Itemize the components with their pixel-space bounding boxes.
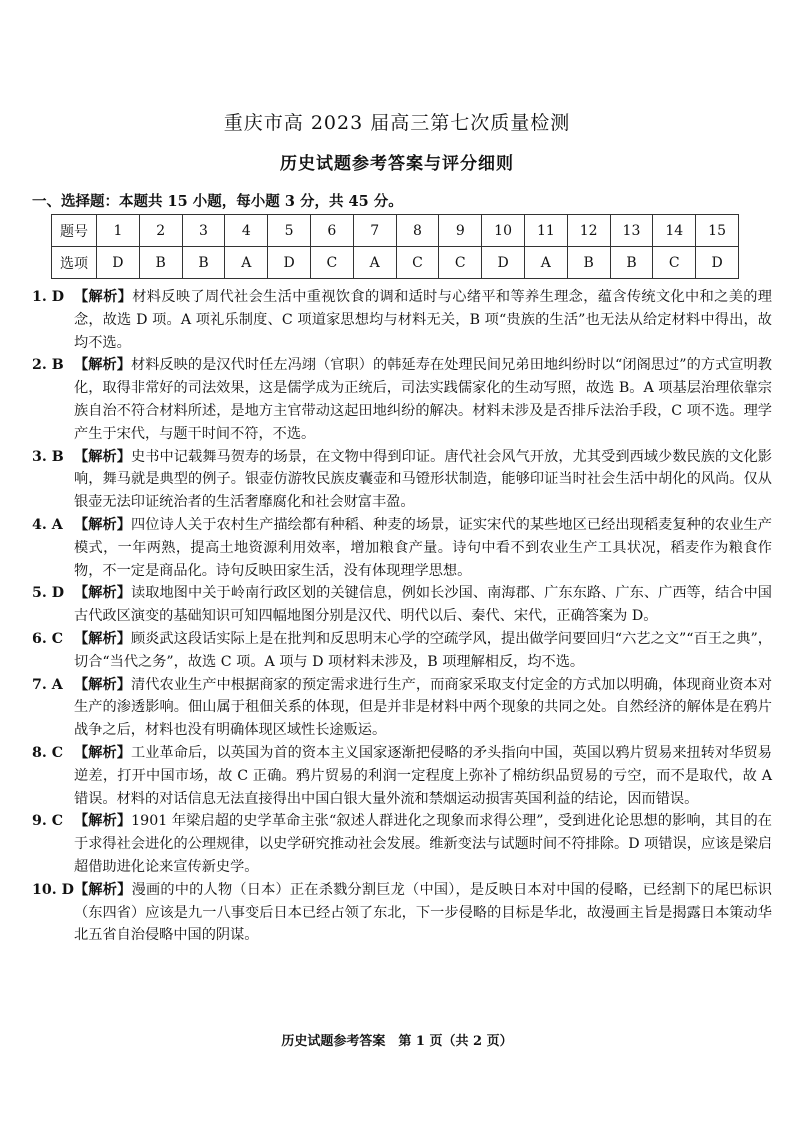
item-explanation (74, 582, 772, 628)
explanation-item (32, 674, 772, 742)
analysis-tag: 【解析】 (74, 516, 131, 533)
answer-option-cell: B (139, 247, 182, 279)
analysis-text: 四位诗人关于农村生产描绘都有种稻、种麦的场景，证实宋代的某些地区已经出现稻麦复种的农业生产模式，一年两熟，提高土地资源利用效率，增加粮食产量。诗句中看不到农业生产工具状况，稻麦作为粮食作物，不一定是商品化。诗句反映田家生活，没有体现理学思想。 (74, 516, 772, 579)
question-number-cell: 12 (567, 215, 610, 247)
item-explanation (74, 810, 772, 878)
analysis-text: 史书中记载舞马贺寿的场景，在文物中得到印证。唐代社会风气开放，尤其受到西域少数民族的文化影响，舞马就是典型的例子。银壶仿游牧民族皮囊壶和马镫形状制造，能够印证当时社会生活中胡化的风尚。仅从银壶无法印证统治者的生活奢靡腐化和社会财富丰盈。 (74, 448, 772, 511)
item-number-answer: 1. D (32, 289, 65, 305)
analysis-tag: 【解析】 (74, 448, 131, 465)
question-number-cell: 4 (225, 215, 268, 247)
explanation-item (32, 514, 772, 582)
answer-option-cell: B (610, 247, 653, 279)
explanation-item (32, 582, 772, 628)
question-number-cell: 5 (268, 215, 311, 247)
explanation-item (32, 628, 772, 674)
answer-option-cell: A (524, 247, 567, 279)
answer-option-row (52, 247, 739, 279)
item-explanation (74, 628, 772, 674)
analysis-text: 漫画的中的人物（日本）正在杀戮分割巨龙（中国），是反映日本对中国的侵略，已经割下的尾巴标识（东四省）应该是九一八事变后日本已经占领了东北，下一步侵略的目标是华北，故漫画主旨是揭露日本策动华北五省自治侵略中国的阴谋。 (74, 881, 772, 944)
question-number-cell: 11 (524, 215, 567, 247)
item-explanation (74, 354, 772, 445)
analysis-text: 工业革命后，以英国为首的资本主义国家逐渐把侵略的矛头指向中国，英国以鸦片贸易来扭转对华贸易逆差，打开中国市场，故 C 正确。鸦片贸易的利润一定程度上弥补了棉纺织品贸易的亏空，而不是取代，故 A 错误。材料的对话信息无法直接得出中国白银大量外流和禁烟运动损害英国利益的结论，因而错误。 (74, 744, 772, 807)
analysis-text: 清代农业生产中根据商家的预定需求进行生产，而商家采取支付定金的方式加以明确，体现商业资本对生产的渗透影响。佃山属于租佃关系的体现，但是并非是材料中两个现象的共同之处。自然经济的解体是在鸦片战争之后，材料也没有明确体现区域性长途贩运。 (74, 676, 772, 739)
item-number-answer: 9. C (32, 813, 64, 830)
analysis-text: 读取地图中关于岭南行政区划的关键信息，例如长沙国、南海郡、广东东路、广东、广西等，结合中国古代政区演变的基础知识可知四幅地图分别是汉代、明代以后、秦代、宋代，正确答案为 D。 (74, 585, 772, 625)
question-number-row (52, 215, 739, 247)
item-number-answer: 5. D (32, 585, 65, 602)
analysis-tag: 【解析】 (74, 881, 132, 898)
item-number-answer: 2. B (32, 357, 64, 374)
answer-option-cell: C (396, 247, 439, 279)
item-explanation (74, 514, 772, 582)
question-number-cell: 8 (396, 215, 439, 247)
analysis-tag: 【解析】 (74, 676, 131, 693)
analysis-text: 材料反映的是汉代时任左冯翊（官职）的韩延寿在处理民间兄弟田地纠纷时以“闭阁思过”的方式宣明教化，取得非常好的司法效果，这是儒学成为正统后，司法实践儒家化的生动写照，故选 B。A 项基层治理依靠宗族自治不符合材料所述，是地方主官带动这起田地纠纷的解决。材料未涉及是否排斥法治手段，C 项不选。理学产生于宋代，与题干时间不符，不选。 (74, 357, 772, 442)
question-number-cell: 14 (653, 215, 696, 247)
row-label-question-number: 题号 (52, 215, 97, 247)
explanation-item (32, 354, 772, 445)
answer-option-cell: B (182, 247, 225, 279)
analysis-tag: 【解析】 (74, 585, 131, 602)
analysis-text: 材料反映了周代社会生活中重视饮食的调和适时与心绪平和等养生理念，蕴含传统文化中和之美的理念，故选 D 项。A 项礼乐制度、C 项道家思想均与材料无关，B 项“贵族的生活”也无法从给定材料中得出，故均不选。 (74, 289, 772, 351)
question-number-cell: 3 (182, 215, 225, 247)
explanation-item (32, 742, 772, 810)
analysis-tag: 【解析】 (74, 357, 131, 374)
page-footer: 历史试题参考答案 第 1 页（共 2 页） (281, 1034, 513, 1049)
analysis-tag: 【解析】 (74, 744, 131, 761)
item-explanation (74, 286, 772, 354)
item-number-answer: 4. A (32, 516, 63, 533)
page-title: 重庆市高 2023 届高三第七次质量检测 (223, 112, 571, 134)
question-number-cell: 13 (610, 215, 653, 247)
page-subtitle: 历史试题参考答案与评分细则 (280, 154, 514, 174)
question-number-cell: 7 (353, 215, 396, 247)
item-explanation (74, 742, 772, 810)
answer-option-cell: A (353, 247, 396, 279)
item-explanation (74, 446, 772, 514)
item-number-answer: 6. C (32, 630, 64, 647)
analysis-text: 1901 年梁启超的史学革命主张“叙述人群进化之现象而求得公理”，受到进化论思想的影响，其目的在于求得社会进化的公理规律，以史学研究推动社会发展。维新变法与试题时间不符排除。D 项错误，应该是梁启超借助进化论来宣传新史学。 (74, 813, 772, 875)
explanation-item (32, 446, 772, 514)
answer-option-cell: A (225, 247, 268, 279)
section-heading: 一、选择题：本题共 15 小题，每小题 3 分，共 45 分。 (32, 193, 403, 210)
explanation-item (32, 286, 772, 354)
analysis-tag: 【解析】 (74, 813, 132, 830)
analysis-text: 顾炎武这段话实际上是在批判和反思明末心学的空疏学风，提出做学问要回归“六艺之文”“百王之典”，切合“当代之务”，故选 C 项。A 项与 D 项材料未涉及，B 项理解相反，均不选。 (74, 630, 772, 670)
answer-table (51, 214, 739, 279)
answer-option-cell: D (482, 247, 525, 279)
explanation-list (32, 286, 772, 947)
answer-option-cell: D (97, 247, 140, 279)
answer-option-cell: C (310, 247, 353, 279)
question-number-cell: 15 (696, 215, 739, 247)
question-number-cell: 10 (482, 215, 525, 247)
question-number-cell: 9 (439, 215, 482, 247)
analysis-tag: 【解析】 (74, 289, 133, 305)
answer-option-cell: D (696, 247, 739, 279)
item-explanation (74, 674, 772, 742)
question-number-cell: 2 (139, 215, 182, 247)
answer-option-cell: B (567, 247, 610, 279)
explanation-item (32, 810, 772, 878)
answer-option-cell: C (653, 247, 696, 279)
item-number-answer: 10. D (32, 881, 74, 898)
item-number-answer: 3. B (32, 448, 64, 465)
item-number-answer: 8. C (32, 744, 64, 761)
answer-option-cell: C (439, 247, 482, 279)
item-explanation (74, 879, 772, 947)
explanation-item (32, 879, 772, 947)
analysis-tag: 【解析】 (74, 630, 131, 647)
item-number-answer: 7. A (32, 676, 63, 693)
answer-option-cell: D (268, 247, 311, 279)
question-number-cell: 6 (310, 215, 353, 247)
question-number-cell: 1 (97, 215, 140, 247)
row-label-answer-option: 选项 (52, 247, 97, 279)
